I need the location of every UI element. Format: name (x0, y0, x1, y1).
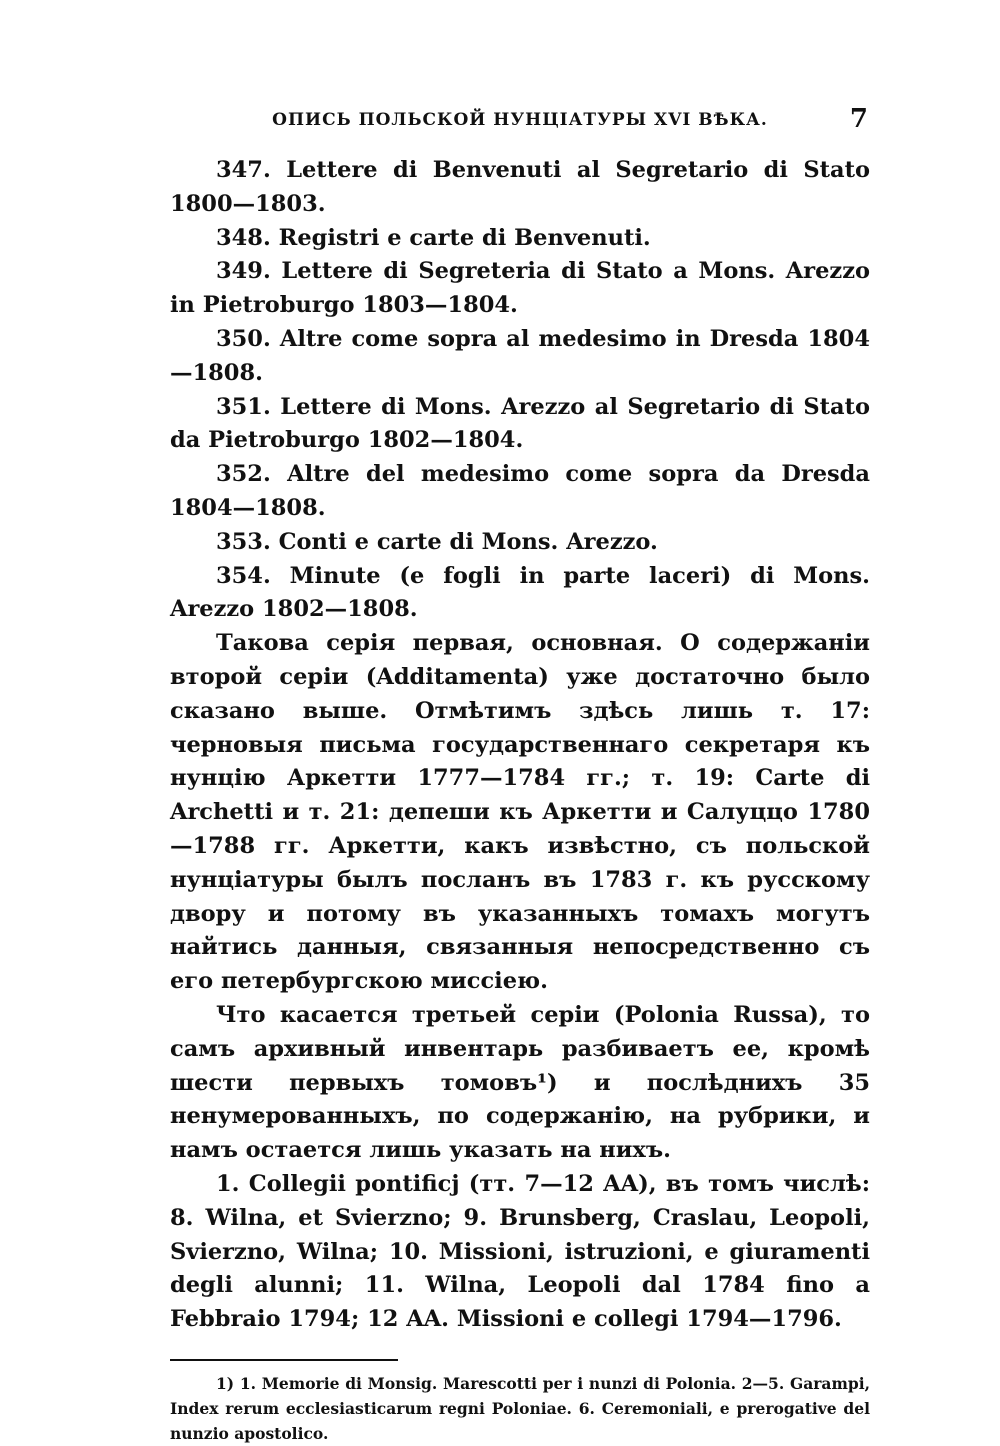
entry-353: 353. Conti e carte di Mons. Arezzo. (216, 528, 658, 555)
page-header (170, 100, 870, 140)
entry-348: 348. Registri e carte di Benvenuti. (216, 224, 651, 251)
paragraph-second-series: Такова серія первая, основная. О содержаніи второй серіи (Additamenta) уже достаточно было сказано выше. Отмѣтимъ здѣсь лишь т. 17: черновыя письма государственнаго секретаря къ нунцію Аркетти 1777—1784 гг.; т. 19: Carte di Archetti и т. 21: депеши къ Аркетти и Салуццо 1780—1788 гг. Аркетти, какъ извѣстно, съ польской нунціатуры былъ посланъ въ 1783 г. къ русскому двору и потому въ указанныхъ томахъ могутъ найтись данныя, связанныя непосредственно съ его петербургскою миссіею. (170, 630, 870, 995)
entry-351: 351. Lettere di Mons. Arezzo al Segretario di Stato da Pietroburgo 1802—1804. (170, 393, 870, 454)
running-title: ОПИСЬ ПОЛЬСКОЙ НУНЦІАТУРЫ XVI ВѢКА. (272, 110, 768, 130)
entry-349: 349. Lettere di Segreteria di Stato a Mons. Arezzo in Pietroburgo 1803—1804. (170, 258, 870, 319)
paragraph-third-series: Что касается третьей серіи (Polonia Russa), то самъ архивный инвентарь разбиваетъ ее, кромѣ шести первыхъ томовъ¹) и послѣднихъ 35 ненумерованныхъ, по содержанію, на рубрики, и намъ остается лишь указать на нихъ. (170, 1001, 870, 1164)
entry-352: 352. Altre del medesimo come sopra da Dresda 1804—1808. (170, 461, 870, 521)
paragraph-collegii: 1. Collegii pontificj (тт. 7—12 AA), въ томъ числѣ: 8. Wilna, et Svierzno; 9. Brunsberg, Craslau, Leopoli, Svierzno, Wilna; 10. Missioni, istruzioni, e giuramenti degli alunni; 11. Wilna, Leopoli dal 1784 fino a Febbraio 1794; 12 AA. Missioni e collegi 1794—1796. (170, 1170, 870, 1333)
footnote-divider (170, 1359, 398, 1361)
entry-347: 347. Lettere di Benvenuti al Segretario di Stato 1800—1803. (170, 157, 870, 217)
entry-350: 350. Altre come sopra al medesimo in Dresda 1804—1808. (170, 325, 870, 386)
footnote: 1) 1. Memorie di Monsig. Marescotti per i nunzi di Polonia. 2—5. Garampi, Index rerum ecclesiasticarum regni Poloniae. 6. Ceremoniali, e prerogative del nunzio apostolico. (170, 1373, 870, 1443)
page (170, 100, 870, 1446)
page-number: 7 (849, 104, 868, 134)
body-text (170, 154, 870, 1337)
entry-354: 354. Minute (e fogli in parte laceri) di Mons. Arezzo 1802—1808. (170, 562, 870, 623)
